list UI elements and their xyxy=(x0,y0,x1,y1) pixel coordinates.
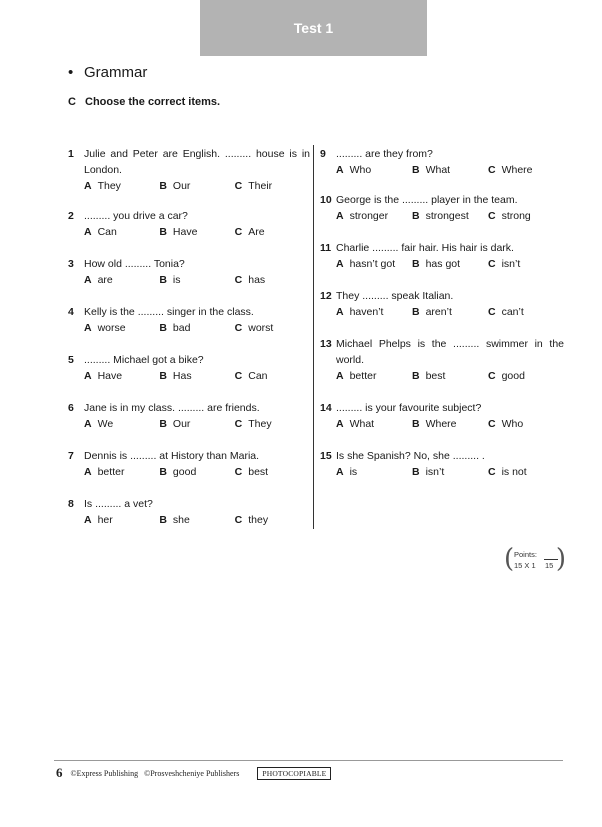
option-text: Our xyxy=(172,180,191,192)
option-letter: B xyxy=(412,418,420,430)
answer-option-a[interactable] xyxy=(336,208,412,224)
points-box xyxy=(504,544,566,574)
test-title-tab xyxy=(200,0,427,56)
option-text: bad xyxy=(172,322,191,334)
option-text: is xyxy=(172,274,181,286)
answer-option-b[interactable] xyxy=(159,178,234,194)
answer-option-c[interactable] xyxy=(488,208,564,224)
question-row xyxy=(320,336,564,368)
answer-option-c[interactable] xyxy=(235,178,310,194)
answer-option-a[interactable] xyxy=(84,416,159,432)
answer-option-c[interactable] xyxy=(488,416,564,432)
question-14 xyxy=(320,400,564,432)
question-text: ......... are they from? xyxy=(336,148,433,160)
answer-option-c[interactable] xyxy=(488,304,564,320)
option-text: worse xyxy=(97,322,126,334)
option-letter: B xyxy=(412,306,420,318)
answer-option-a[interactable] xyxy=(336,162,412,178)
answer-option-b[interactable] xyxy=(159,512,234,528)
question-12 xyxy=(320,288,564,320)
option-letter: A xyxy=(336,258,344,270)
option-letter: B xyxy=(412,164,420,176)
section-heading xyxy=(68,64,147,81)
answer-option-c[interactable] xyxy=(235,320,310,336)
option-text: best xyxy=(425,370,446,382)
question-row xyxy=(68,496,310,512)
option-text: hasn’t got xyxy=(349,258,396,270)
question-number: 12 xyxy=(320,290,332,302)
answer-option-a[interactable] xyxy=(84,272,159,288)
answer-option-c[interactable] xyxy=(488,368,564,384)
option-letter: B xyxy=(412,210,420,222)
answer-option-a[interactable] xyxy=(336,304,412,320)
option-letter: C xyxy=(488,164,496,176)
option-letter: B xyxy=(159,274,167,286)
answer-option-b[interactable] xyxy=(412,368,488,384)
answer-option-a[interactable] xyxy=(336,256,412,272)
option-text: haven’t xyxy=(349,306,384,318)
answer-options xyxy=(68,512,310,528)
question-row xyxy=(68,352,310,368)
option-text: Have xyxy=(172,226,198,238)
option-text: are xyxy=(97,274,113,286)
option-text: better xyxy=(97,466,125,478)
option-letter: C xyxy=(234,466,243,478)
option-letter: B xyxy=(159,370,167,382)
option-text: good xyxy=(172,466,197,478)
points-total: 15 xyxy=(545,561,554,570)
paren-right-icon: ) xyxy=(555,544,566,574)
option-text: What xyxy=(425,164,451,176)
option-text: isn’t xyxy=(425,466,445,478)
option-letter: C xyxy=(488,258,496,270)
paren-left-icon: ( xyxy=(504,544,515,574)
question-3 xyxy=(68,256,310,288)
option-text: Can xyxy=(248,370,268,382)
option-letter: B xyxy=(159,418,167,430)
answer-option-c[interactable] xyxy=(235,272,310,288)
option-text: Can xyxy=(97,226,117,238)
answer-option-b[interactable] xyxy=(412,416,488,432)
option-text: aren’t xyxy=(425,306,452,318)
option-letter: C xyxy=(488,306,496,318)
publisher-2: ©Prosveshcheniye Publishers xyxy=(144,768,240,778)
option-text: Who xyxy=(501,418,524,430)
question-number: 3 xyxy=(68,258,74,270)
answer-option-b[interactable] xyxy=(159,224,234,240)
option-text: stronger xyxy=(349,210,389,222)
answer-option-c[interactable] xyxy=(235,368,310,384)
option-text: isn’t xyxy=(501,258,521,270)
question-text: Michael Phelps is the ......... swimmer in the world. xyxy=(336,338,564,366)
answer-option-b[interactable] xyxy=(159,320,234,336)
option-letter: A xyxy=(84,226,92,238)
option-text: Our xyxy=(172,418,191,430)
option-letter: C xyxy=(234,180,243,192)
test-title: Test 1 xyxy=(293,20,334,36)
points-label: Points: xyxy=(514,550,537,559)
option-letter: A xyxy=(84,322,92,334)
option-text: they xyxy=(248,514,269,526)
answer-option-a[interactable] xyxy=(336,416,412,432)
question-15 xyxy=(320,448,564,480)
question-13 xyxy=(320,336,564,384)
option-text: worst xyxy=(248,322,274,334)
answer-options xyxy=(320,304,564,320)
option-text: can’t xyxy=(501,306,524,318)
footer xyxy=(56,765,331,781)
option-letter: C xyxy=(234,370,243,382)
answer-option-c[interactable] xyxy=(488,256,564,272)
answer-option-b[interactable] xyxy=(412,256,488,272)
question-9 xyxy=(320,146,564,178)
question-row xyxy=(68,146,310,178)
option-text: What xyxy=(349,418,375,430)
option-letter: A xyxy=(84,466,92,478)
option-letter: A xyxy=(336,210,344,222)
question-row xyxy=(68,448,310,464)
answer-option-b[interactable] xyxy=(412,464,488,480)
option-text: strongest xyxy=(425,210,469,222)
option-text: has xyxy=(248,274,266,286)
answer-options xyxy=(68,416,310,432)
option-text: best xyxy=(248,466,269,478)
question-row xyxy=(68,208,310,224)
answer-option-b[interactable] xyxy=(159,416,234,432)
answer-options xyxy=(320,464,564,480)
option-letter: B xyxy=(412,466,420,478)
question-10 xyxy=(320,192,564,224)
question-number: 1 xyxy=(68,148,74,160)
exercise-letter: C xyxy=(68,96,76,108)
option-letter: B xyxy=(412,258,420,270)
question-number: 13 xyxy=(320,338,332,350)
question-number: 2 xyxy=(68,210,74,222)
question-2 xyxy=(68,208,310,240)
photocopiable-stamp: PHOTOCOPIABLE xyxy=(257,767,331,780)
question-number: 10 xyxy=(320,194,332,206)
question-row xyxy=(320,288,564,304)
option-text: They xyxy=(97,180,121,192)
option-text: Who xyxy=(349,164,372,176)
answer-option-a[interactable] xyxy=(84,464,159,480)
answer-option-c[interactable] xyxy=(235,416,310,432)
question-number: 8 xyxy=(68,498,74,510)
option-text: her xyxy=(97,514,113,526)
option-letter: A xyxy=(336,370,344,382)
option-letter: A xyxy=(84,370,92,382)
answer-options xyxy=(320,208,564,224)
question-text: ......... is your favourite subject? xyxy=(336,402,482,414)
answer-options xyxy=(68,368,310,384)
option-letter: B xyxy=(159,322,167,334)
question-row xyxy=(68,400,310,416)
option-text: Are xyxy=(248,226,265,238)
answer-options xyxy=(68,320,310,336)
question-text: How old ......... Tonia? xyxy=(84,258,185,270)
question-8 xyxy=(68,496,310,528)
question-number: 11 xyxy=(320,242,332,254)
answer-option-c[interactable] xyxy=(235,224,310,240)
option-letter: B xyxy=(159,226,167,238)
publisher-1: ©Express Publishing xyxy=(70,768,139,778)
question-text: They ......... speak Italian. xyxy=(336,290,454,302)
question-row xyxy=(320,146,564,162)
option-letter: C xyxy=(488,418,496,430)
option-text: Where xyxy=(425,418,457,430)
question-number: 4 xyxy=(68,306,74,318)
option-letter: A xyxy=(336,466,344,478)
option-letter: C xyxy=(234,322,243,334)
exercise-text: Choose the correct items. xyxy=(85,96,221,108)
option-text: They xyxy=(248,418,272,430)
option-letter: C xyxy=(234,226,243,238)
question-row xyxy=(320,448,564,464)
option-text: is not xyxy=(501,466,527,478)
option-letter: C xyxy=(488,370,496,382)
question-number: 5 xyxy=(68,354,74,366)
question-row xyxy=(320,192,564,208)
question-text: Dennis is ......... at History than Maria. xyxy=(84,450,260,462)
answer-option-a[interactable] xyxy=(84,178,159,194)
bullet-icon: • xyxy=(68,64,74,81)
question-1 xyxy=(68,146,310,194)
question-text: Julie and Peter are English. ......... house is in London. xyxy=(84,148,310,176)
question-text: ......... you drive a car? xyxy=(84,210,188,222)
answer-option-c[interactable] xyxy=(488,162,564,178)
option-letter: C xyxy=(488,466,496,478)
answer-option-b[interactable] xyxy=(159,464,234,480)
option-letter: A xyxy=(84,418,92,430)
answer-option-b[interactable] xyxy=(159,368,234,384)
answer-option-c[interactable] xyxy=(235,512,310,528)
option-text: she xyxy=(172,514,190,526)
option-letter: B xyxy=(159,466,167,478)
answer-options xyxy=(68,272,310,288)
question-number: 15 xyxy=(320,450,332,462)
question-number: 9 xyxy=(320,148,326,160)
option-letter: B xyxy=(159,180,167,192)
question-5 xyxy=(68,352,310,384)
option-text: has got xyxy=(425,258,461,270)
question-text: Charlie ......... fair hair. His hair is dark. xyxy=(336,242,514,254)
question-text: Kelly is the ......... singer in the class. xyxy=(84,306,254,318)
question-text: Is ......... a vet? xyxy=(84,498,153,510)
option-letter: C xyxy=(488,210,496,222)
answer-option-a[interactable] xyxy=(336,464,412,480)
option-text: Have xyxy=(97,370,123,382)
option-letter: A xyxy=(336,306,344,318)
answer-option-c[interactable] xyxy=(488,464,564,480)
footer-divider xyxy=(54,760,563,761)
answer-option-a[interactable] xyxy=(84,320,159,336)
page-number: 6 xyxy=(56,765,63,780)
option-text: good xyxy=(501,370,525,382)
answer-option-b[interactable] xyxy=(412,208,488,224)
option-text: better xyxy=(349,370,377,382)
option-text: Where xyxy=(501,164,533,176)
question-text: George is the ......... player in the team. xyxy=(336,194,518,206)
answer-options xyxy=(320,368,564,384)
option-letter: B xyxy=(412,370,420,382)
option-letter: A xyxy=(336,164,344,176)
option-letter: A xyxy=(84,180,92,192)
option-text: is xyxy=(349,466,358,478)
question-number: 7 xyxy=(68,450,74,462)
option-letter: C xyxy=(234,514,243,526)
answer-option-b[interactable] xyxy=(412,162,488,178)
answer-option-a[interactable] xyxy=(336,368,412,384)
question-text: Is she Spanish? No, she ......... . xyxy=(336,450,485,462)
answer-option-c[interactable] xyxy=(235,464,310,480)
question-6 xyxy=(68,400,310,432)
question-row xyxy=(68,256,310,272)
option-letter: A xyxy=(336,418,344,430)
option-text: Their xyxy=(248,180,273,192)
answer-options xyxy=(320,256,564,272)
answer-options xyxy=(320,416,564,432)
answer-options xyxy=(320,162,564,178)
option-letter: C xyxy=(234,418,243,430)
question-row xyxy=(320,400,564,416)
exercise-instruction xyxy=(68,96,220,108)
question-number: 14 xyxy=(320,402,332,414)
section-title: Grammar xyxy=(84,64,148,81)
points-score: 15 X 1 xyxy=(514,561,536,570)
column-divider xyxy=(313,145,314,529)
option-text: strong xyxy=(501,210,531,222)
option-text: We xyxy=(97,418,114,430)
question-4 xyxy=(68,304,310,336)
answer-option-b[interactable] xyxy=(412,304,488,320)
question-text: Jane is in my class. ......... are friends. xyxy=(84,402,260,414)
answer-option-a[interactable] xyxy=(84,368,159,384)
answer-option-a[interactable] xyxy=(84,224,159,240)
question-text: ......... Michael got a bike? xyxy=(84,354,204,366)
answer-options xyxy=(68,464,310,480)
option-letter: C xyxy=(234,274,243,286)
answer-option-a[interactable] xyxy=(84,512,159,528)
option-letter: B xyxy=(159,514,167,526)
question-number: 6 xyxy=(68,402,74,414)
question-7 xyxy=(68,448,310,480)
option-letter: A xyxy=(84,274,92,286)
option-letter: A xyxy=(84,514,92,526)
question-row xyxy=(68,304,310,320)
option-text: Has xyxy=(172,370,192,382)
question-11 xyxy=(320,240,564,272)
answer-options xyxy=(68,178,310,194)
answer-options xyxy=(68,224,310,240)
question-row xyxy=(320,240,564,256)
answer-option-b[interactable] xyxy=(159,272,234,288)
